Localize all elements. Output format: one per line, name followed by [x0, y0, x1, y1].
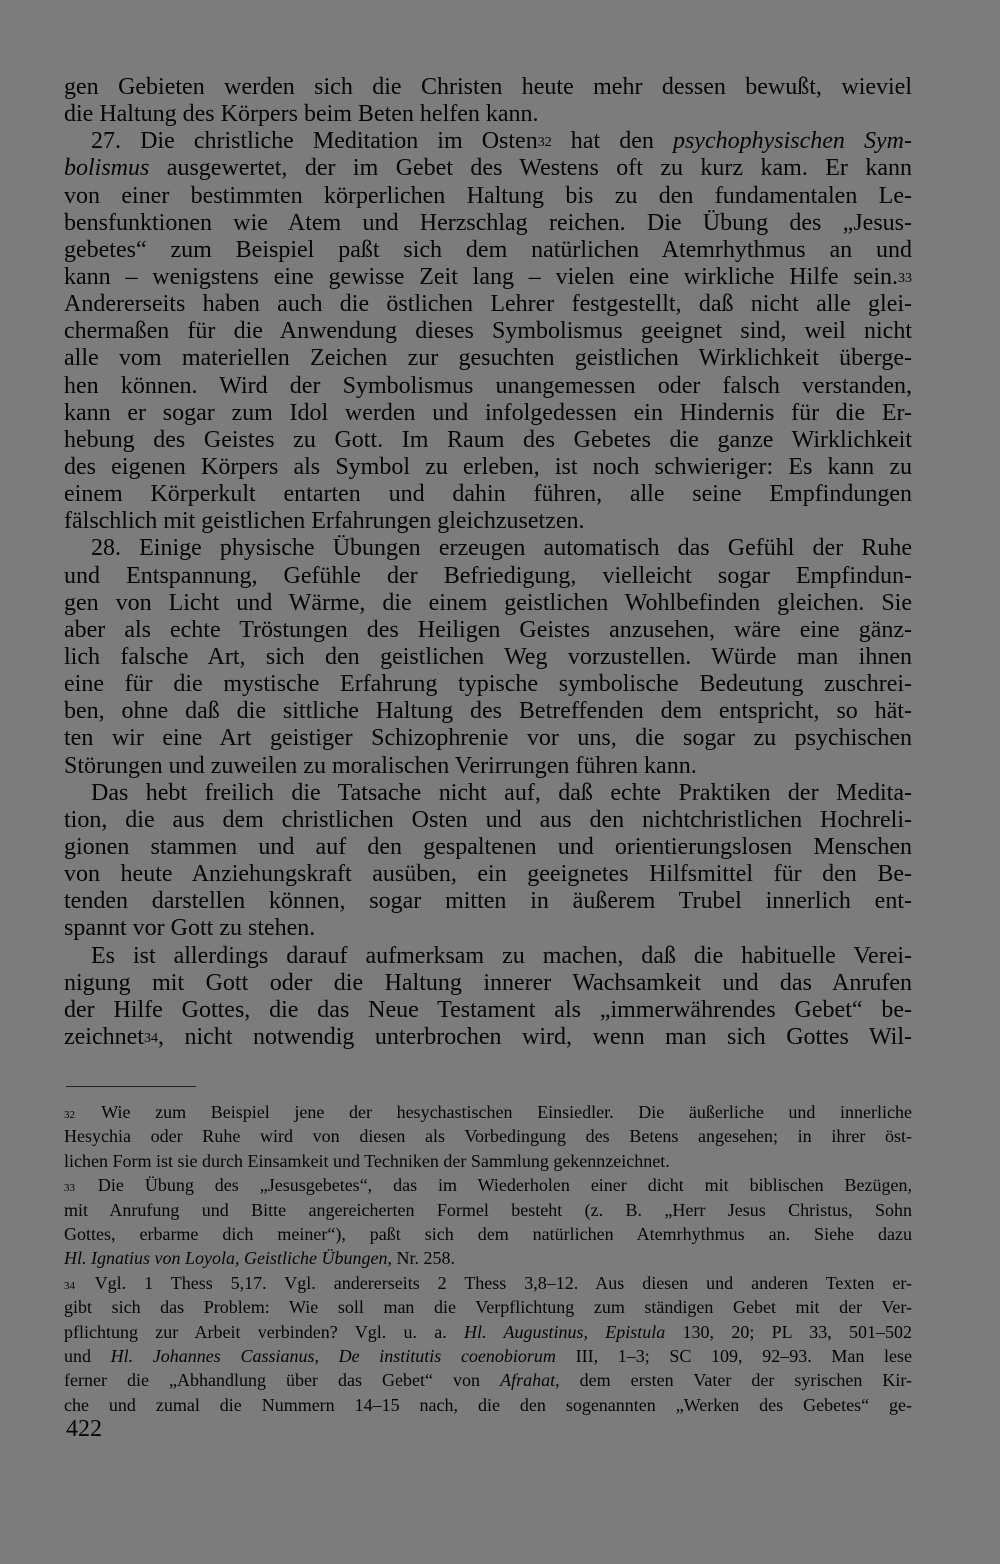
- footnote-line: [64, 1246, 912, 1270]
- text-line: eine für die mystische Erfahrung typische symbolische Bedeutung zuschrei-: [64, 671, 912, 698]
- text-line: lich falsche Art, sich den geistlichen Weg vorzustellen. Würde man ihnen: [64, 643, 912, 670]
- text-run: kann – wenigstens eine gewisse Zeit lang – vielen eine wirkliche Hilfe sein.: [64, 263, 898, 290]
- text-run: und: [64, 1345, 111, 1366]
- text-run: gibt sich das Problem: Wie soll man die Verpflichtung zum ständigen Gebet mit der Ver-: [64, 1297, 912, 1318]
- text-line: tenden darstellen können, sogar mitten in äußerem Trubel innerlich ent-: [64, 888, 912, 915]
- text-line: [64, 155, 912, 182]
- text-line: hebung des Geistes zu Gott. Im Raum des Gebetes die ganze Wirklichkeit: [64, 426, 912, 453]
- text-line: hen können. Wird der Symbolismus unangemessen oder falsch verstanden,: [64, 372, 912, 399]
- footnote-number: 33: [64, 1182, 75, 1195]
- footnote-line: [64, 1271, 912, 1295]
- footnote-line: [64, 1124, 912, 1148]
- text-line: Es ist allerdings darauf aufmerksam zu machen, daß die habituelle Verei-: [91, 942, 912, 969]
- text-run: 27. Die christliche Meditation im Osten: [91, 128, 538, 155]
- text-run: , Nr. 258.: [387, 1248, 455, 1269]
- text-line: Störungen und zuweilen zu moralischen Verirrungen führen kann.: [64, 752, 697, 779]
- text-run: lichen Form ist sie durch Einsamkeit und Techniken der Sammlung gekennzeichnet.: [64, 1150, 670, 1171]
- text-line: ten wir eine Art geistiger Schizophrenie vor uns, die sogar zu psychischen: [64, 725, 912, 752]
- text-run: ausgewertet, der im Gebet des Westens oft zu kurz kam. Er kann: [149, 155, 912, 182]
- footnote-line: [64, 1100, 912, 1124]
- text-line: gebetes“ zum Beispiel paßt sich dem natürlichen Atemrhythmus an und: [64, 236, 912, 263]
- text-line: spannt vor Gott zu stehen.: [64, 915, 316, 942]
- footnote-line: [64, 1198, 912, 1222]
- text-run: che und zumal die Nummern 14–15 nach, die den sogenannten „Werken des Gebetes“ ge-: [64, 1394, 912, 1415]
- page-number: 422: [66, 1416, 102, 1442]
- text-run: mit Anrufung und Bitte angereicherten Formel besteht (z. B. „Herr Jesus Christus, Sohn: [64, 1199, 912, 1220]
- text-run: , nicht notwendig unterbrochen wird, wenn man sich Gottes Wil-: [157, 1023, 912, 1050]
- text-run: Hesychia oder Ruhe wird von diesen als Vorbedingung des Betens angesehen; in ihrer öst-: [64, 1126, 912, 1147]
- footnote-line: [64, 1173, 912, 1197]
- text-run: hat den: [551, 128, 673, 155]
- italic-text: Hl. Ignatius von Loyola, Geistliche Übungen: [64, 1248, 388, 1269]
- footnote-line: [64, 1393, 912, 1417]
- footnote-number: 34: [64, 1279, 75, 1292]
- text-line: ben, ohne daß die sittliche Haltung des Betreffenden dem entspricht, so hät-: [64, 698, 912, 725]
- text-line: gionen stammen und auf den gespaltenen und orientierungslosen Menschen: [64, 833, 912, 860]
- text-line: nigung mit Gott oder die Haltung innerer Wachsamkeit und das Anrufen: [64, 969, 912, 996]
- text-line: aber als echte Tröstungen des Heiligen Geistes anzusehen, wäre eine gänz-: [64, 616, 912, 643]
- footnote-separator: [66, 1086, 196, 1087]
- text-line: des eigenen Körpers als Symbol zu erleben, ist noch schwieriger: Es kann zu: [64, 453, 912, 480]
- text-line: von heute Anziehungskraft ausüben, ein geeignetes Hilfsmittel für den Be-: [64, 861, 912, 888]
- text-run: Wie zum Beispiel jene der hesychastischen Einsiedler. Die äußerliche und innerliche: [77, 1102, 912, 1122]
- text-run: III, 1–3; SC 109, 92–93. Man lese: [555, 1345, 913, 1366]
- italic-text: bolismus: [64, 155, 150, 182]
- text-line: Andererseits haben auch die östlichen Lehrer festgestellt, daß nicht alle glei-: [64, 291, 912, 318]
- text-line: gen von Licht und Wärme, die einem geistlichen Wohlbefinden gleichen. Sie: [64, 589, 912, 616]
- text-run: Gottes, erbarme dich meiner“), paßt sich dem natürlichen Atemrhythmus an. Siehe dazu: [64, 1223, 912, 1244]
- footnote-reference: 32: [537, 135, 552, 151]
- text-line: alle vom materiellen Zeichen zur gesuchten geistlichen Wirklichkeit überge-: [64, 345, 912, 372]
- footnote-line: [64, 1344, 912, 1368]
- italic-text: Hl. Augustinus, Epistula: [464, 1321, 666, 1342]
- text-line: der Hilfe Gottes, die das Neue Testament als „immerwährendes Gebet“ be-: [64, 996, 912, 1023]
- text-run: Die Übung des „Jesusgebetes“, das im Wiederholen einer dicht mit biblischen Bezügen,: [77, 1175, 912, 1196]
- text-line: von einer bestimmten körperlichen Haltung bis zu den fundamentalen Le-: [64, 182, 912, 209]
- footnote-line: [64, 1295, 912, 1319]
- footnote-line: [64, 1368, 912, 1392]
- text-run: zeichnet: [64, 1023, 144, 1050]
- text-run: ferner die „Abhandlung über das Gebet“ von: [64, 1370, 501, 1391]
- text-run: 130, 20; PL 33, 501–502: [665, 1321, 913, 1342]
- text-line: tion, die aus dem christlichen Osten und aus den nichtchristlichen Hochreli-: [64, 806, 912, 833]
- text-line: fälschlich mit geistlichen Erfahrungen gleichzusetzen.: [64, 508, 585, 535]
- footnote-line: [64, 1320, 912, 1344]
- italic-text: psychophysischen Sym-: [672, 128, 912, 155]
- italic-text: Hl. Johannes Cassianus, De institutis coenobiorum: [110, 1345, 556, 1366]
- text-line: [64, 128, 912, 155]
- footnote-reference: 33: [898, 270, 912, 286]
- text-line: einem Körperkult entarten und dahin führen, alle seine Empfindungen: [64, 481, 912, 508]
- footnote-line: [64, 1149, 912, 1173]
- text-line: 28. Einige physische Übungen erzeugen automatisch das Gefühl der Ruhe: [91, 535, 912, 562]
- footnotes: [64, 1100, 912, 1417]
- text-run: Vgl. 1 Thess 5,17. Vgl. andererseits 2 Thess 3,8–12. Aus diesen und anderen Texten er-: [77, 1272, 912, 1293]
- text-line: die Haltung des Körpers beim Beten helfen kann.: [64, 101, 539, 128]
- text-line: chermaßen für die Anwendung dieses Symbolismus geeignet sind, weil nicht: [64, 318, 912, 345]
- text-line: kann er sogar zum Idol werden und infolgedessen ein Hindernis für die Er-: [64, 399, 912, 426]
- text-line: und Entspannung, Gefühle der Befriedigung, vielleicht sogar Empfindun-: [64, 562, 912, 589]
- footnote-reference: 34: [143, 1030, 158, 1046]
- text-line: bensfunktionen wie Atem und Herzschlag reichen. Die Übung des „Jesus-: [64, 209, 912, 236]
- italic-text: Afrahat: [500, 1370, 556, 1391]
- text-line: [64, 264, 912, 291]
- text-run: , dem ersten Vater der syrischen Kir-: [555, 1370, 913, 1391]
- footnote-number: 32: [64, 1109, 75, 1121]
- text-run: pflichtung zur Arbeit verbinden? Vgl. u. a.: [64, 1321, 465, 1342]
- text-line: Das hebt freilich die Tatsache nicht auf, daß echte Praktiken der Medita-: [91, 779, 912, 806]
- footnote-line: [64, 1222, 912, 1246]
- text-line: [64, 1024, 912, 1051]
- text-line: gen Gebieten werden sich die Christen heute mehr dessen bewußt, wieviel: [64, 74, 912, 100]
- main-text: [64, 74, 912, 1051]
